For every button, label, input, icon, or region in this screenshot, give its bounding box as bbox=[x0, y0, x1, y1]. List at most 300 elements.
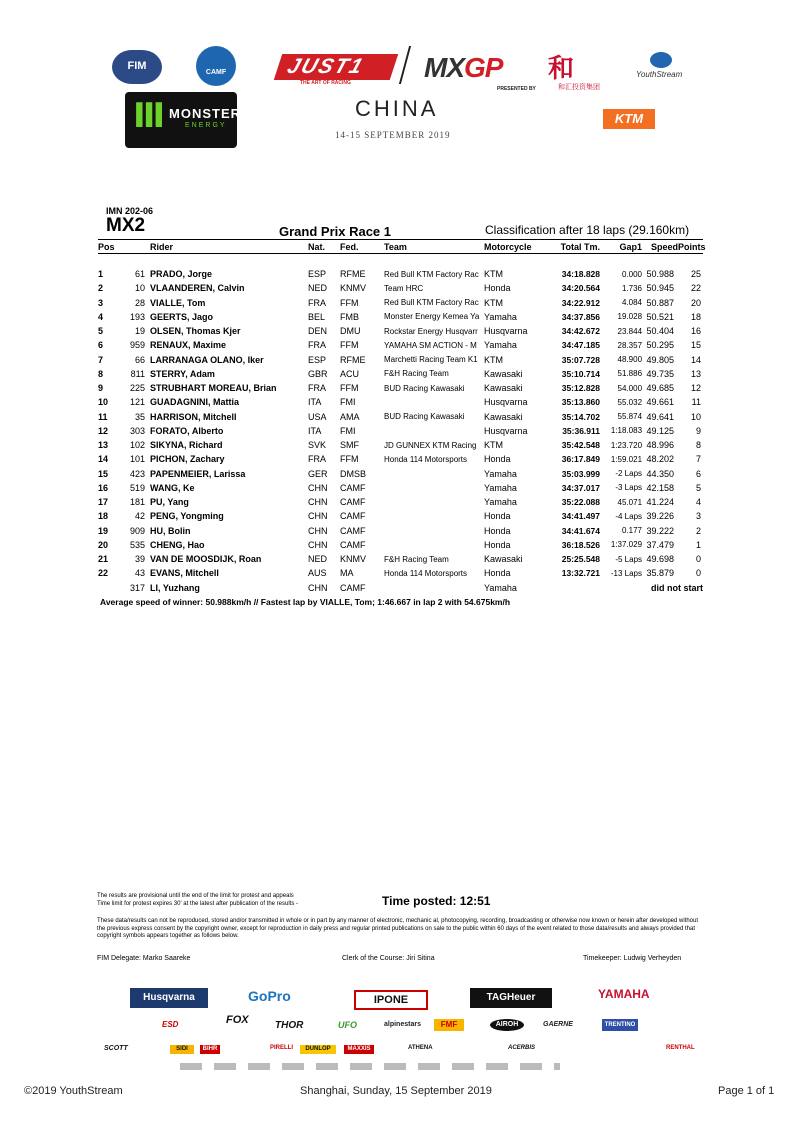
cell-fed: CAMF bbox=[340, 582, 366, 593]
cell-speed: 50.945 bbox=[646, 283, 675, 294]
cell-pos: 4 bbox=[98, 311, 104, 322]
cell-num: 535 bbox=[129, 539, 146, 550]
cell-pos: 3 bbox=[98, 297, 104, 308]
cell-fed: FMI bbox=[340, 425, 356, 436]
cell-total: 35:13.860 bbox=[561, 397, 601, 408]
cell-nat: FRA bbox=[308, 383, 327, 394]
imn-code: IMN 202-06 bbox=[106, 206, 154, 216]
cell-fed: DMU bbox=[340, 326, 361, 337]
cell-nat: NED bbox=[308, 283, 328, 294]
cell-name: PU, Yang bbox=[150, 497, 189, 508]
cell-nat: GBR bbox=[308, 368, 328, 379]
cell-num: 909 bbox=[129, 525, 146, 536]
table-row bbox=[98, 495, 703, 509]
provisional-line-1: The results are provisional until the end of the limit for protest and appeals bbox=[97, 893, 294, 899]
cell-moto: Kawasaki bbox=[484, 411, 523, 422]
cell-points: 25 bbox=[691, 269, 702, 280]
camf-logo-text: CAMF bbox=[205, 69, 227, 76]
cell-nat: CHN bbox=[308, 511, 328, 522]
cell-speed: 50.887 bbox=[646, 297, 675, 308]
cell-team: Red Bull KTM Factory Rac bbox=[384, 298, 479, 308]
cell-num: 317 bbox=[129, 582, 146, 593]
cell-name: LARRANAGA OLANO, Iker bbox=[150, 354, 264, 365]
cell-total: 34:18.828 bbox=[561, 269, 601, 280]
sponsor-sidi: SIDI bbox=[170, 1045, 194, 1054]
cell-speed: 35.879 bbox=[646, 568, 675, 579]
cell-fed: RFME bbox=[340, 269, 366, 280]
cell-moto: Honda bbox=[484, 539, 511, 550]
cell-name: SIKYNA, Richard bbox=[150, 440, 223, 451]
table-row bbox=[98, 310, 703, 324]
cell-fed: ACU bbox=[340, 368, 360, 379]
cell-speed: 50.295 bbox=[646, 340, 675, 351]
cell-moto: Kawasaki bbox=[484, 383, 523, 394]
cell-moto: Kawasaki bbox=[484, 368, 523, 379]
cell-pos: 1 bbox=[98, 269, 104, 280]
cell-name: STRUBHART MOREAU, Brian bbox=[150, 383, 277, 394]
table-row bbox=[98, 481, 703, 495]
race-title: Grand Prix Race 1 bbox=[279, 224, 391, 239]
cell-fed: CAMF bbox=[340, 482, 366, 493]
cell-nat: FRA bbox=[308, 454, 327, 465]
sponsor-scott: SCOTT bbox=[104, 1045, 128, 1052]
cell-speed: 41.224 bbox=[646, 497, 675, 508]
cell-pos: 18 bbox=[98, 511, 109, 522]
fim-delegate: FIM Delegate: Marko Saareke bbox=[97, 955, 191, 962]
monster-logo-subtext: ENERGY bbox=[185, 122, 227, 129]
cell-speed: 37.479 bbox=[646, 539, 675, 550]
cell-gap: 45.071 bbox=[617, 497, 643, 507]
cell-team: YAMAHA SM ACTION - M bbox=[384, 340, 477, 350]
logo-divider bbox=[399, 46, 421, 84]
cell-team: Honda 114 Motorsports bbox=[384, 454, 468, 464]
cell-num: 959 bbox=[129, 340, 146, 351]
cell-team: Red Bull KTM Factory Rac bbox=[384, 269, 479, 279]
cell-pos: 15 bbox=[98, 468, 109, 479]
cell-name: RENAUX, Maxime bbox=[150, 340, 227, 351]
cell-num: 39 bbox=[135, 554, 146, 565]
cell-total: 35:10.714 bbox=[561, 368, 601, 379]
copyright-owner: ©2019 YouthStream bbox=[24, 1085, 123, 1097]
cell-nat: ESP bbox=[308, 354, 327, 365]
cell-team bbox=[384, 467, 484, 481]
cell-team: JD GUNNEX KTM Racing bbox=[384, 440, 477, 450]
cell-fed: CAMF bbox=[340, 511, 366, 522]
col-fed-header: Fed. bbox=[340, 242, 359, 252]
cell-fed: KNMV bbox=[340, 554, 367, 565]
table-row bbox=[98, 353, 703, 367]
cell-points: 2 bbox=[696, 525, 702, 536]
cell-total: 35:36.911 bbox=[562, 425, 601, 436]
cell-name: GUADAGNINI, Mattia bbox=[150, 397, 240, 408]
table-row bbox=[98, 338, 703, 352]
cell-total: 34:42.672 bbox=[561, 326, 601, 337]
table-row bbox=[98, 452, 703, 466]
cell-gap: 19.028 bbox=[617, 312, 643, 322]
sponsor-maxxis: MAXXIS bbox=[344, 1045, 374, 1054]
cell-pos: 16 bbox=[98, 482, 109, 493]
cell-gap: -3 Laps bbox=[615, 483, 643, 493]
cell-pos: 13 bbox=[98, 440, 109, 451]
cell-speed: 48.202 bbox=[646, 454, 675, 465]
cell-team: BUD Racing Kawasaki bbox=[384, 412, 465, 422]
cell-moto: Kawasaki bbox=[484, 554, 523, 565]
cell-team: Team HRC bbox=[384, 283, 424, 293]
youthstream-logo-text: YouthStream bbox=[636, 70, 683, 79]
cell-gap: -4 Laps bbox=[615, 511, 643, 521]
table-row bbox=[98, 424, 703, 438]
provisional-notice bbox=[97, 893, 298, 908]
fim-logo bbox=[112, 50, 162, 84]
cell-team bbox=[384, 495, 484, 509]
col-pos-header: Pos bbox=[98, 242, 115, 252]
cell-speed: 49.685 bbox=[646, 383, 675, 394]
table-row bbox=[98, 381, 703, 395]
cell-gap: 1.736 bbox=[621, 283, 643, 293]
cell-num: 35 bbox=[135, 411, 146, 422]
cell-nat: SVK bbox=[308, 440, 327, 451]
cell-status: did not start bbox=[651, 582, 704, 593]
cell-moto: KTM bbox=[484, 297, 504, 308]
youthstream-mark-icon bbox=[650, 52, 672, 68]
sponsor-fox: FOX bbox=[226, 1014, 249, 1026]
cell-speed: 49.698 bbox=[646, 554, 675, 565]
sponsor-fmf: FMF bbox=[434, 1019, 464, 1031]
cell-pos: 22 bbox=[98, 568, 109, 579]
cell-nat: GER bbox=[308, 468, 328, 479]
cell-moto: Honda bbox=[484, 283, 511, 294]
cell-moto: Yamaha bbox=[484, 311, 517, 322]
cell-total: 35:22.088 bbox=[561, 497, 601, 508]
sponsor-ufo: UFO bbox=[338, 1020, 357, 1030]
cell-total: 35:03.999 bbox=[561, 468, 601, 479]
cell-fed: FFM bbox=[340, 297, 359, 308]
cell-name: PICHON, Zachary bbox=[150, 454, 225, 465]
cell-num: 101 bbox=[129, 454, 146, 465]
cell-pos: 21 bbox=[98, 554, 109, 565]
cell-team: F&H Racing Team bbox=[384, 369, 449, 379]
cell-speed: 48.996 bbox=[646, 440, 675, 451]
cell-team bbox=[384, 524, 484, 538]
classification-after: Classification after 18 laps (29.160km) bbox=[485, 223, 690, 237]
cell-nat: FRA bbox=[308, 340, 327, 351]
race-summary: Average speed of winner: 50.988km/h // Fastest lap by VIALLE, Tom; 1:46.667 in lap 2 with 54.675km/h bbox=[100, 597, 511, 607]
cell-name: WANG, Ke bbox=[150, 482, 195, 493]
sponsor-gaerne: GAERNE bbox=[543, 1021, 573, 1028]
cell-gap: -5 Laps bbox=[615, 554, 643, 564]
table-row bbox=[98, 467, 703, 481]
cell-pos: 2 bbox=[98, 283, 104, 294]
cell-num: 66 bbox=[135, 354, 146, 365]
cell-team bbox=[384, 509, 484, 523]
sponsor-husqvarna: Husqvarna bbox=[130, 988, 208, 1008]
cell-moto: Yamaha bbox=[484, 482, 517, 493]
cell-points: 8 bbox=[696, 440, 702, 451]
cell-nat: ESP bbox=[308, 269, 327, 280]
cell-gap: 0.177 bbox=[621, 526, 643, 536]
cell-gap: 1:18.083 bbox=[610, 426, 643, 436]
sponsor-gopro: GoPro bbox=[248, 988, 291, 1004]
cell-total: 36:17.849 bbox=[561, 454, 601, 465]
cell-speed: 50.521 bbox=[646, 311, 675, 322]
cell-num: 61 bbox=[135, 269, 146, 280]
cell-name: HU, Bolin bbox=[150, 525, 191, 536]
cell-points: 18 bbox=[691, 311, 702, 322]
cell-gap: 54.000 bbox=[617, 383, 643, 393]
cell-points: 0 bbox=[696, 554, 702, 565]
table-row bbox=[98, 509, 703, 523]
results-header-row bbox=[98, 241, 703, 253]
cell-team bbox=[384, 538, 484, 552]
cell-nat: CHN bbox=[308, 497, 328, 508]
cell-num: 10 bbox=[135, 283, 146, 294]
cell-gap: 48.900 bbox=[617, 355, 643, 365]
mxgp-logo bbox=[424, 52, 540, 82]
cell-pos: 5 bbox=[98, 326, 104, 337]
cell-name: GEERTS, Jago bbox=[150, 311, 214, 322]
cell-gap: 4.084 bbox=[621, 298, 643, 308]
table-row bbox=[98, 281, 703, 295]
cell-pos: 20 bbox=[98, 539, 109, 550]
sponsor-acerbis: ACERBIS bbox=[508, 1045, 536, 1051]
copyright-note: These data/results can not be reproduced, stored and/or transmitted in whole or in part by any manner of electronic, mechanic al, photocopying, recording, broadcasting or otherwise now known or herein after developed without the previous express consent by the copyright owner, except for reproduction in daily press and regular printed publications on sale to the public within 60 days of the event related to those data/results and always provided that copyright symbols appears together as follows below. bbox=[97, 918, 699, 939]
cell-pos: 6 bbox=[98, 340, 104, 351]
cell-total: 35:12.828 bbox=[561, 383, 601, 394]
cell-name: LI, Yuzhang bbox=[150, 582, 200, 593]
cell-gap: 1:37.029 bbox=[610, 540, 643, 550]
cell-fed: KNMV bbox=[340, 283, 367, 294]
clerk-of-course: Clerk of the Course: Jiri Sitina bbox=[342, 955, 435, 962]
cell-fed: FFM bbox=[340, 340, 359, 351]
cell-speed: 49.125 bbox=[646, 425, 675, 436]
cell-name: PAPENMEIER, Larissa bbox=[150, 468, 246, 479]
sponsor-tagheuer: TAGHeuer bbox=[470, 988, 552, 1008]
col-nat-header: Nat. bbox=[308, 242, 326, 252]
cell-total: 34:20.564 bbox=[561, 283, 601, 294]
cell-pos: 19 bbox=[98, 525, 109, 536]
cell-moto: Husqvarna bbox=[484, 397, 528, 408]
cell-team bbox=[384, 481, 484, 495]
cell-num: 811 bbox=[130, 368, 146, 379]
cell-nat: CHN bbox=[308, 582, 328, 593]
sponsor-bihr: BIHR bbox=[200, 1045, 220, 1054]
cell-empty bbox=[384, 581, 484, 595]
cell-nat: AUS bbox=[308, 568, 327, 579]
table-row-dns bbox=[98, 581, 703, 595]
cell-gap: 0.000 bbox=[621, 269, 643, 279]
cell-total: 36:18.526 bbox=[561, 539, 601, 550]
cell-name: VLAANDEREN, Calvin bbox=[150, 283, 245, 294]
table-row bbox=[98, 395, 703, 409]
col-team-header: Team bbox=[384, 242, 407, 252]
cell-moto: Yamaha bbox=[484, 340, 517, 351]
cell-points: 12 bbox=[691, 383, 702, 394]
sponsor-ipone: IPONE bbox=[354, 990, 428, 1010]
cell-fed: CAMF bbox=[340, 497, 366, 508]
presented-by-text: PRESENTED BY bbox=[497, 86, 536, 92]
cell-pos: 12 bbox=[98, 425, 109, 436]
cell-points: 14 bbox=[691, 354, 702, 365]
cell-points: 7 bbox=[696, 454, 702, 465]
cell-num: 43 bbox=[135, 568, 146, 579]
cell-name: FORATO, Alberto bbox=[150, 425, 224, 436]
sponsor-dunlop: DUNLOP bbox=[300, 1045, 336, 1054]
cell-name: EVANS, Mitchell bbox=[150, 568, 219, 579]
cell-num: 225 bbox=[129, 383, 146, 394]
cell-fed: RFME bbox=[340, 354, 366, 365]
cell-moto: Honda bbox=[484, 454, 511, 465]
cell-name: VAN DE MOOSDIJK, Roan bbox=[150, 554, 262, 565]
cell-points: 22 bbox=[691, 283, 702, 294]
cell-speed: 50.988 bbox=[646, 269, 675, 280]
cell-name: STERRY, Adam bbox=[150, 368, 215, 379]
timekeeper: Timekeeper: Ludwig Verheyden bbox=[583, 955, 682, 962]
class-name: MX2 bbox=[106, 215, 146, 236]
cell-points: 1 bbox=[696, 539, 702, 550]
cell-points: 5 bbox=[696, 482, 702, 493]
table-row bbox=[98, 367, 703, 381]
sponsor-trentino: TRENTINO bbox=[602, 1019, 638, 1031]
place-date: Shanghai, Sunday, 15 September 2019 bbox=[300, 1085, 492, 1097]
table-row bbox=[98, 267, 703, 281]
cell-pos: 8 bbox=[98, 368, 104, 379]
cell-num: 303 bbox=[129, 425, 146, 436]
cell-points: 20 bbox=[691, 297, 702, 308]
cell-total: 35:14.702 bbox=[561, 411, 601, 422]
cell-total: 35:07.728 bbox=[561, 354, 601, 365]
monster-logo-text: MONSTER bbox=[169, 106, 241, 121]
col-gap-header: Gap1 bbox=[619, 242, 643, 252]
table-row bbox=[98, 566, 703, 580]
page-number: Page 1 of 1 bbox=[718, 1085, 775, 1097]
cell-team: Marchetti Racing Team K1 bbox=[384, 355, 478, 365]
cell-points: 3 bbox=[696, 511, 702, 522]
cell-points: 6 bbox=[696, 468, 702, 479]
cell-gap: 23.844 bbox=[617, 326, 643, 336]
sponsor-alpinestars: alpinestars bbox=[384, 1021, 421, 1028]
cell-pos: 11 bbox=[98, 411, 108, 422]
table-row bbox=[98, 538, 703, 552]
cell-moto: Yamaha bbox=[484, 582, 517, 593]
cell-num: 181 bbox=[129, 497, 146, 508]
cell-team bbox=[384, 424, 484, 438]
col-rider-header: Rider bbox=[150, 242, 174, 252]
cell-gap: -13 Laps bbox=[610, 568, 643, 578]
sponsor-yamaha: YAMAHA bbox=[598, 987, 650, 1001]
cell-nat: USA bbox=[308, 411, 327, 422]
cell-name: PRADO, Jorge bbox=[150, 269, 213, 280]
cell-speed: 49.661 bbox=[646, 397, 675, 408]
minor-sponsors-strip bbox=[180, 1063, 560, 1070]
cell-moto: KTM bbox=[484, 269, 504, 280]
event-dates: 14-15 SEPTEMBER 2019 bbox=[335, 130, 451, 140]
cell-nat: DEN bbox=[308, 326, 328, 337]
sponsor-pirelli: PIRELLI bbox=[270, 1045, 294, 1051]
cell-fed: FFM bbox=[340, 383, 359, 394]
cell-fed: AMA bbox=[340, 411, 360, 422]
cell-num: 28 bbox=[135, 297, 146, 308]
cell-team: F&H Racing Team bbox=[384, 554, 449, 564]
sponsor-renthal: RENTHAL bbox=[666, 1045, 695, 1051]
camf-logo bbox=[196, 46, 236, 86]
hehui-logo: 和 bbox=[548, 53, 575, 83]
cell-points: 10 bbox=[691, 411, 702, 422]
results-table bbox=[98, 241, 706, 595]
cell-team: BUD Racing Kawasaki bbox=[384, 383, 465, 393]
cell-moto: Honda bbox=[484, 568, 511, 579]
cell-nat: ITA bbox=[308, 397, 322, 408]
cell-speed: 42.158 bbox=[646, 482, 675, 493]
cell-nat: CHN bbox=[308, 525, 328, 536]
youthstream-logo bbox=[632, 52, 692, 82]
cell-gap: 55.032 bbox=[617, 397, 643, 407]
cell-team: Honda 114 Motorsports bbox=[384, 568, 468, 578]
cell-fed: SMF bbox=[340, 440, 360, 451]
col-motorcycle-header: Motorcycle bbox=[484, 242, 532, 252]
cell-fed: CAMF bbox=[340, 539, 366, 550]
cell-num: 121 bbox=[129, 397, 146, 408]
cell-gap: 55.874 bbox=[617, 412, 643, 422]
cell-fed: DMSB bbox=[340, 468, 367, 479]
cell-moto: Yamaha bbox=[484, 497, 517, 508]
time-posted: Time posted: 12:51 bbox=[382, 894, 491, 908]
cell-gap: 1:59.021 bbox=[610, 454, 643, 464]
cell-pos: 10 bbox=[98, 397, 109, 408]
monster-energy-logo bbox=[125, 92, 241, 148]
cell-speed: 49.805 bbox=[646, 354, 675, 365]
cell-points: 13 bbox=[691, 368, 702, 379]
ktm-logo-text: KTM bbox=[614, 111, 644, 126]
sponsor-esd: ESD bbox=[162, 1020, 179, 1029]
cell-nat: NED bbox=[308, 554, 328, 565]
header-rule-top bbox=[98, 239, 703, 240]
just1-logo bbox=[274, 54, 398, 80]
provisional-line-2: Time limit for protest expires 30' at the latest after publication of the results - bbox=[97, 900, 299, 907]
cell-name: HARRISON, Mitchell bbox=[150, 411, 237, 422]
cell-pos: 17 bbox=[98, 497, 109, 508]
cell-points: 11 bbox=[691, 397, 702, 408]
cell-total: 34:22.912 bbox=[561, 297, 601, 308]
mxgp-logo-text-mx: MX bbox=[424, 52, 464, 83]
sponsor-thor: THOR bbox=[275, 1020, 304, 1031]
cell-num: 519 bbox=[129, 482, 146, 493]
cell-moto: Husqvarna bbox=[484, 326, 528, 337]
cell-speed: 50.404 bbox=[646, 326, 675, 337]
cell-total: 13:32.721 bbox=[561, 568, 601, 579]
cell-gap: 51.886 bbox=[617, 369, 643, 379]
mxgp-logo-text-gp: GP bbox=[464, 52, 503, 83]
cell-team bbox=[384, 395, 484, 409]
cell-fed: FFM bbox=[340, 454, 359, 465]
cell-team: Monster Energy Kemea Ya bbox=[384, 312, 480, 322]
cell-speed: 49.641 bbox=[646, 411, 675, 422]
sponsor-athena: ATHENA bbox=[408, 1045, 433, 1051]
results-body bbox=[98, 253, 703, 595]
cell-empty bbox=[98, 581, 118, 595]
cell-gap: 1:23.720 bbox=[610, 440, 643, 450]
cell-total: 34:41.497 bbox=[561, 511, 601, 522]
cell-total: 34:47.185 bbox=[561, 340, 601, 351]
cell-pos: 14 bbox=[98, 454, 109, 465]
cell-moto: KTM bbox=[484, 440, 504, 451]
cell-pos: 9 bbox=[98, 383, 104, 394]
cell-num: 193 bbox=[129, 311, 146, 322]
cell-moto: Honda bbox=[484, 525, 511, 536]
cell-team: Rockstar Energy Husqvarr bbox=[384, 326, 478, 336]
cell-name: CHENG, Hao bbox=[150, 539, 205, 550]
cell-nat: CHN bbox=[308, 482, 328, 493]
cell-num: 423 bbox=[129, 468, 146, 479]
